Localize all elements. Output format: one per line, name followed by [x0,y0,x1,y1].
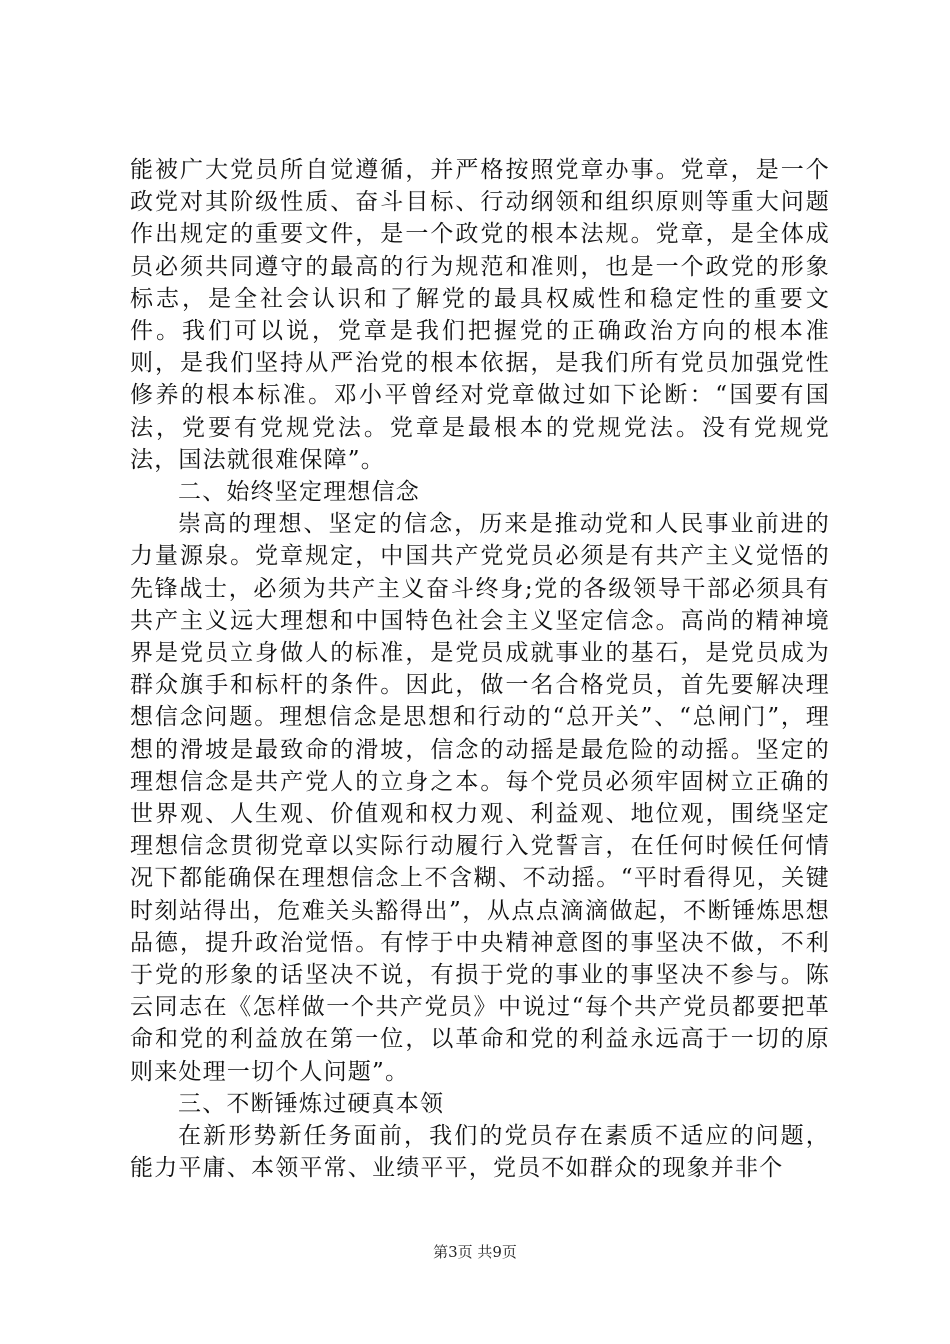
paragraph-ideals: 崇高的理想、坚定的信念，历来是推动党和人民事业前进的力量源泉。党章规定，中国共产党党员必须是有共产主义觉悟的先锋战士，必须为共产主义奋斗终身;党的各级领导干部必须具有共产主义远大理想和中国特色社会主义坚定信念。高尚的精神境界是党员立身做人的标准，是党员成就事业的基石，是党员成为群众旗手和标杆的条件。因此，做一名合格党员，首先要解决理想信念问题。理想信念是思想和行动的“总开关”、“总闸门”，理想的滑坡是最致命的滑坡，信念的动摇是最危险的动摇。坚定的理想信念是共产党人的立身之本。每个党员必须牢固树立正确的世界观、人生观、价值观和权力观、利益观、地位观，围绕坚定理想信念贯彻党章以实际行动履行入党誓言，在任何时候任何情况下都能确保在理想信念上不含糊、不动摇。“平时看得见，关键时刻站得出，危难关头豁得出”，从点点滴滴做起，不断锤炼思想品德，提升政治觉悟。有悖于中央精神意图的事坚决不做，不利于党的形象的话坚决不说，有损于党的事业的事坚决不参与。陈云同志在《怎样做一个共产党员》中说过“每个共产党员都要把革命和党的利益放在第一位，以革命和党的利益永远高于一切的原则来处理一切个人问题”。 [130,511,830,1085]
section-heading-3: 三、不断锤炼过硬真本领 [178,1090,445,1117]
section-heading-2: 二、始终坚定理想信念 [178,479,420,506]
document-body [130,154,830,1185]
paragraph-continuation: 能被广大党员所自觉遵循，并严格按照党章办事。党章，是一个政党对其阶级性质、奋斗目标、行动纲领和组织原则等重大问题作出规定的重要文件，是一个政党的根本法规。党章，是全体成员必须共同遵守的最高的行为规范和准则，也是一个政党的形象标志，是全社会认识和了解党的最具权威性和稳定性的重要文件。我们可以说，党章是我们把握党的正确政治方向的根本准则，是我们坚持从严治党的根本依据，是我们所有党员加强党性修养的根本标准。邓小平曾经对党章做过如下论断：“国要有国法，党要有党规党法。党章是最根本的党规党法。没有党规党法，国法就很难保障”。 [130,157,830,473]
page-footer: 第3页 共9页 [433,1243,517,1261]
paragraph-skills: 在新形势新任务面前，我们的党员存在素质不适应的问题，能力平庸、本领平常、业绩平平，党员不如群众的现象并非个 [130,1123,830,1182]
